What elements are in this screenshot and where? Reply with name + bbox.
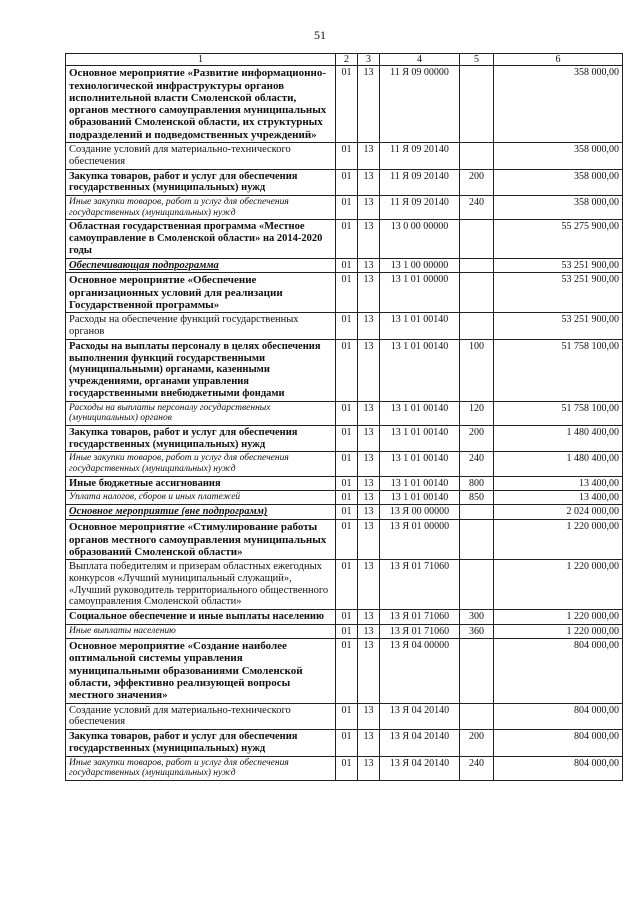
subsection-code-cell: 13 [358,520,380,560]
expense-type-cell: 200 [460,169,494,196]
subsection-code-cell: 13 [358,196,380,220]
subsection-code-cell: 13 [358,452,380,476]
header-cell-subsection: 3 [358,54,380,66]
amount-cell: 53 251 900,00 [494,273,623,313]
amount-cell: 1 220 000,00 [494,520,623,560]
row-name-cell: Создание условий для материально-технического обеспечения [66,703,336,730]
row-name-cell: Выплата победителям и призерам областных ежегодных конкурсов «Лучший муниципальный служащий», «Лучший руководитель территориального общественного самоуправления Смоленской области» [66,560,336,610]
table-row [66,491,623,505]
expense-type-cell [460,66,494,143]
row-name-cell: Основное мероприятие «Обеспечение организационных условий для реализации Государственной программы» [66,273,336,313]
table-row [66,476,623,491]
row-name-cell: Создание условий для материально-технического обеспечения [66,143,336,170]
amount-cell: 358 000,00 [494,169,623,196]
target-article-cell: 11 Я 09 20140 [380,169,460,196]
row-name-cell: Расходы на выплаты персоналу государственных (муниципальных) органов [66,401,336,425]
amount-cell: 1 220 000,00 [494,610,623,625]
subsection-code-cell: 13 [358,425,380,452]
table-row [66,401,623,425]
section-code-cell: 01 [336,196,358,220]
table-row [66,703,623,730]
subsection-code-cell: 13 [358,756,380,780]
table-row [66,339,623,401]
expense-type-cell: 120 [460,401,494,425]
row-name-cell: Основное мероприятие «Создание наиболее оптимальной системы управления муниципальными образованиями Смоленской области, эффективно реализующей вопросы местного значения» [66,639,336,704]
table-row [66,452,623,476]
section-code-cell: 01 [336,491,358,505]
subsection-code-cell: 13 [358,703,380,730]
section-code-cell: 01 [336,66,358,143]
section-code-cell: 01 [336,143,358,170]
row-name-cell: Уплата налогов, сборов и иных платежей [66,491,336,505]
target-article-cell: 13 1 01 00140 [380,452,460,476]
amount-cell: 804 000,00 [494,639,623,704]
expense-type-cell: 200 [460,730,494,757]
expense-type-cell [460,143,494,170]
row-name-cell: Иные закупки товаров, работ и услуг для обеспечения государственных (муниципальных) нужд [66,452,336,476]
section-code-cell: 01 [336,425,358,452]
subsection-code-cell: 13 [358,401,380,425]
header-cell-name: 1 [66,54,336,66]
subsection-code-cell: 13 [358,560,380,610]
section-code-cell: 01 [336,610,358,625]
target-article-cell: 13 0 00 00000 [380,220,460,258]
subsection-code-cell: 13 [358,273,380,313]
table-row [66,273,623,313]
target-article-cell: 13 1 01 00140 [380,313,460,340]
expense-type-cell [460,520,494,560]
expense-type-cell: 240 [460,196,494,220]
target-article-cell: 13 Я 01 71060 [380,560,460,610]
expense-type-cell: 360 [460,624,494,638]
table-row [66,560,623,610]
table-row [66,143,623,170]
expense-type-cell [460,639,494,704]
row-name-cell: Областная государственная программа «Местное самоуправление в Смоленской области» на 2014-2020 годы [66,220,336,258]
table-row [66,196,623,220]
table-row [66,313,623,340]
amount-cell: 2 024 000,00 [494,505,623,520]
expense-type-cell [460,220,494,258]
section-code-cell: 01 [336,624,358,638]
row-name-cell: Расходы на выплаты персоналу в целях обеспечения выполнения функций государственными (муниципальными) органами, казенными учреждениями, органами управления государственными внебюджетными фондами [66,339,336,401]
table-row [66,258,623,273]
page-number: 51 [314,28,326,42]
amount-cell: 358 000,00 [494,196,623,220]
amount-cell: 804 000,00 [494,703,623,730]
expense-type-cell [460,703,494,730]
target-article-cell: 13 1 00 00000 [380,258,460,273]
table-row [66,520,623,560]
row-name-cell: Иные выплаты населению [66,624,336,638]
section-code-cell: 01 [336,452,358,476]
section-code-cell: 01 [336,401,358,425]
amount-cell: 53 251 900,00 [494,258,623,273]
subsection-code-cell: 13 [358,313,380,340]
target-article-cell: 13 1 01 00140 [380,491,460,505]
header-cell-section: 2 [336,54,358,66]
table-row [66,425,623,452]
table-row [66,610,623,625]
amount-cell: 55 275 900,00 [494,220,623,258]
row-name-cell: Социальное обеспечение и иные выплаты населению [66,610,336,625]
target-article-cell: 13 1 01 00140 [380,401,460,425]
section-code-cell: 01 [336,639,358,704]
amount-cell: 358 000,00 [494,66,623,143]
table-row [66,169,623,196]
subsection-code-cell: 13 [358,491,380,505]
target-article-cell: 13 Я 01 71060 [380,610,460,625]
row-name-cell: Основное мероприятие «Стимулирование работы органов местного самоуправления муниципальных образований Смоленской области» [66,520,336,560]
row-name-cell: Иные бюджетные ассигнования [66,476,336,491]
row-name-cell: Основное мероприятие (вне подпрограмм) [66,505,336,520]
table-row [66,639,623,704]
table-row [66,624,623,638]
row-name-cell: Иные закупки товаров, работ и услуг для обеспечения государственных (муниципальных) нужд [66,756,336,780]
section-code-cell: 01 [336,476,358,491]
amount-cell: 1 220 000,00 [494,560,623,610]
header-cell-target-article: 4 [380,54,460,66]
row-name-cell: Закупка товаров, работ и услуг для обеспечения государственных (муниципальных) нужд [66,169,336,196]
target-article-cell: 13 1 01 00140 [380,339,460,401]
amount-cell: 13 400,00 [494,491,623,505]
amount-cell: 804 000,00 [494,730,623,757]
subsection-code-cell: 13 [358,169,380,196]
amount-cell: 13 400,00 [494,476,623,491]
header-cell-expense-type: 5 [460,54,494,66]
section-code-cell: 01 [336,220,358,258]
amount-cell: 53 251 900,00 [494,313,623,340]
table-row [66,730,623,757]
amount-cell: 51 758 100,00 [494,339,623,401]
expense-type-cell: 300 [460,610,494,625]
section-code-cell: 01 [336,339,358,401]
section-code-cell: 01 [336,730,358,757]
target-article-cell: 13 Я 04 20140 [380,730,460,757]
expense-type-cell [460,560,494,610]
target-article-cell: 13 1 01 00000 [380,273,460,313]
target-article-cell: 13 Я 04 00000 [380,639,460,704]
expense-type-cell [460,505,494,520]
section-code-cell: 01 [336,273,358,313]
expense-type-cell: 200 [460,425,494,452]
section-code-cell: 01 [336,520,358,560]
subsection-code-cell: 13 [358,476,380,491]
table-row [66,220,623,258]
target-article-cell: 13 Я 01 00000 [380,520,460,560]
expense-type-cell: 240 [460,756,494,780]
header-row [66,54,623,66]
expense-type-cell [460,313,494,340]
amount-cell: 1 480 400,00 [494,425,623,452]
table-row [66,756,623,780]
amount-cell: 804 000,00 [494,756,623,780]
target-article-cell: 11 Я 09 20140 [380,196,460,220]
target-article-cell: 11 Я 09 00000 [380,66,460,143]
subsection-code-cell: 13 [358,639,380,704]
target-article-cell: 13 1 01 00140 [380,425,460,452]
expense-type-cell [460,273,494,313]
amount-cell: 51 758 100,00 [494,401,623,425]
target-article-cell: 13 Я 04 20140 [380,703,460,730]
subsection-code-cell: 13 [358,258,380,273]
target-article-cell: 13 Я 00 00000 [380,505,460,520]
subsection-code-cell: 13 [358,624,380,638]
row-name-cell: Расходы на обеспечение функций государственных органов [66,313,336,340]
expense-type-cell: 100 [460,339,494,401]
section-code-cell: 01 [336,756,358,780]
section-code-cell: 01 [336,169,358,196]
amount-cell: 358 000,00 [494,143,623,170]
section-code-cell: 01 [336,505,358,520]
row-name-cell: Иные закупки товаров, работ и услуг для обеспечения государственных (муниципальных) нужд [66,196,336,220]
expense-type-cell: 240 [460,452,494,476]
subsection-code-cell: 13 [358,610,380,625]
amount-cell: 1 480 400,00 [494,452,623,476]
expense-type-cell: 800 [460,476,494,491]
row-name-cell: Закупка товаров, работ и услуг для обеспечения государственных (муниципальных) нужд [66,730,336,757]
subsection-code-cell: 13 [358,66,380,143]
section-code-cell: 01 [336,703,358,730]
amount-cell: 1 220 000,00 [494,624,623,638]
expense-type-cell: 850 [460,491,494,505]
subsection-code-cell: 13 [358,505,380,520]
row-name-cell: Закупка товаров, работ и услуг для обеспечения государственных (муниципальных) нужд [66,425,336,452]
table-row [66,66,623,143]
section-code-cell: 01 [336,258,358,273]
subsection-code-cell: 13 [358,220,380,258]
expense-type-cell [460,258,494,273]
row-name-cell: Обеспечивающая подпрограмма [66,258,336,273]
subsection-code-cell: 13 [358,730,380,757]
section-code-cell: 01 [336,313,358,340]
section-code-cell: 01 [336,560,358,610]
header-cell-amount: 6 [494,54,623,66]
subsection-code-cell: 13 [358,339,380,401]
row-name-cell: Основное мероприятие «Развитие информационно-технологической инфраструктуры органов исполнительной власти Смоленской области, органов местного самоуправления муниципальных образований Смоленской области, их структурных подразделений и подведомственных учреждений» [66,66,336,143]
target-article-cell: 13 Я 04 20140 [380,756,460,780]
target-article-cell: 11 Я 09 20140 [380,143,460,170]
subsection-code-cell: 13 [358,143,380,170]
target-article-cell: 13 Я 01 71060 [380,624,460,638]
budget-table [65,53,623,781]
table-row [66,505,623,520]
target-article-cell: 13 1 01 00140 [380,476,460,491]
